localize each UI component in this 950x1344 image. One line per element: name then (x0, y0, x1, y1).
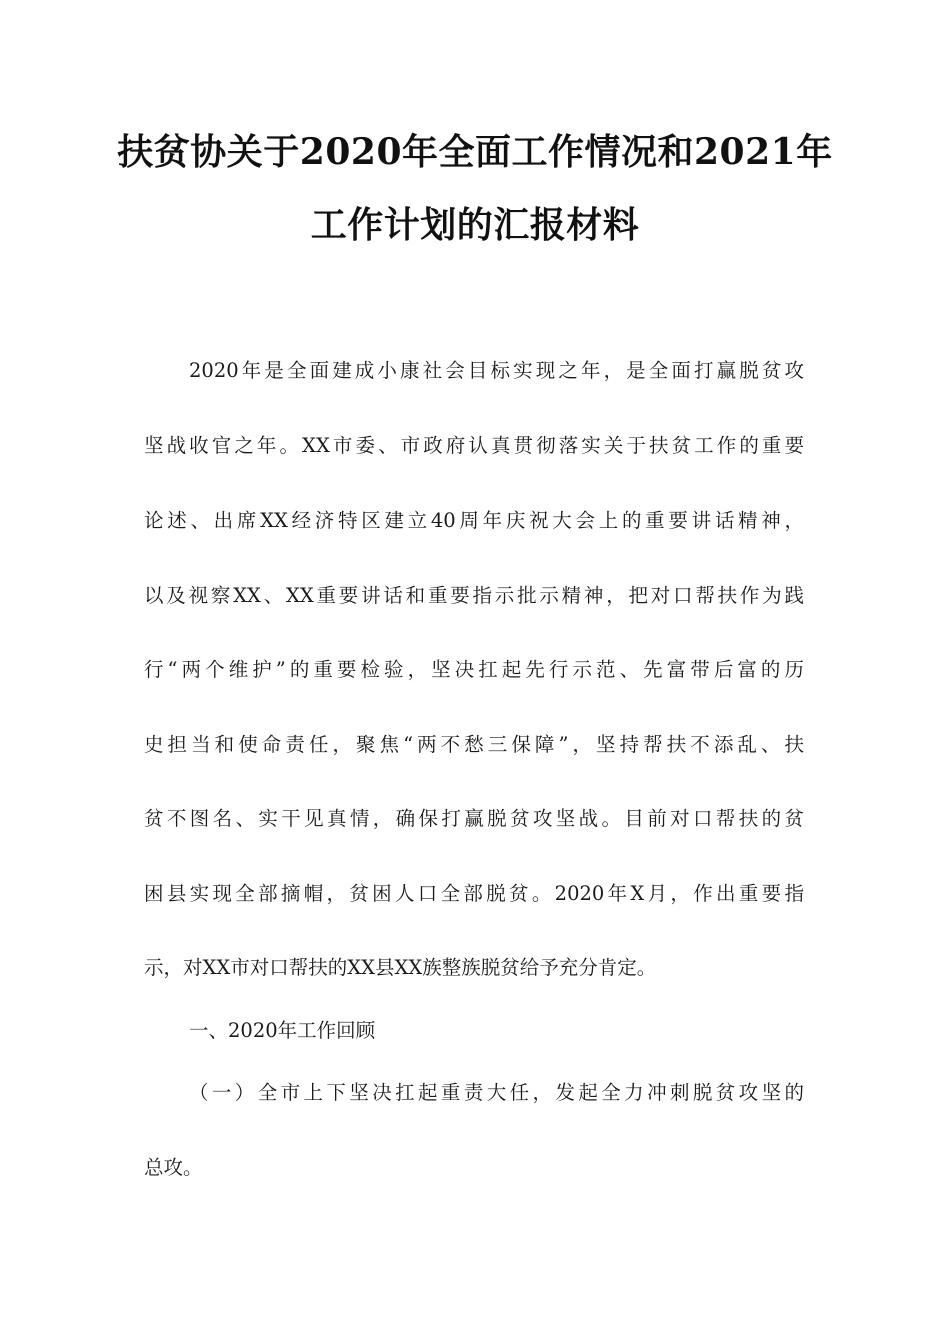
paragraph-line: 贫不图名、实干见真情，确保打赢脱贫攻坚战。目前对口帮扶的贫 (144, 807, 804, 830)
paragraph-line: 坚战收官之年。XX市委、市政府认真贯彻落实关于扶贫工作的重要 (144, 434, 804, 457)
paragraph-line: 论述、出席XX经济特区建立40周年庆祝大会上的重要讲话精神， (144, 509, 804, 532)
document-title-line-1: 扶贫协关于2020年全面工作情况和2021年 (117, 131, 833, 173)
subsection-heading-line: （一）全市上下坚决扛起重责大任，发起全力冲刺脱贫攻坚的 (189, 1081, 804, 1104)
paragraph-line: 2020年是全面建成小康社会目标实现之年，是全面打赢脱贫攻 (189, 359, 804, 382)
subsection-heading-line: 总攻。 (144, 1156, 203, 1179)
paragraph-line: 示，对XX市对口帮扶的XX县XX族整族脱贫给予充分肯定。 (144, 956, 657, 979)
section-heading: 一、2020年工作回顾 (189, 1019, 376, 1042)
paragraph-line: 史担当和使命责任，聚焦“两不愁三保障”，坚持帮扶不添乱、扶 (144, 733, 804, 756)
paragraph-line: 困县实现全部摘帽，贫困人口全部脱贫。2020年X月，作出重要指 (144, 882, 804, 905)
document-title-line-2: 工作计划的汇报材料 (310, 204, 640, 246)
paragraph-line: 以及视察XX、XX重要讲话和重要指示批示精神，把对口帮扶作为践 (144, 584, 804, 607)
paragraph-line: 行“两个维护”的重要检验，坚决扛起先行示范、先富带后富的历 (144, 658, 804, 681)
